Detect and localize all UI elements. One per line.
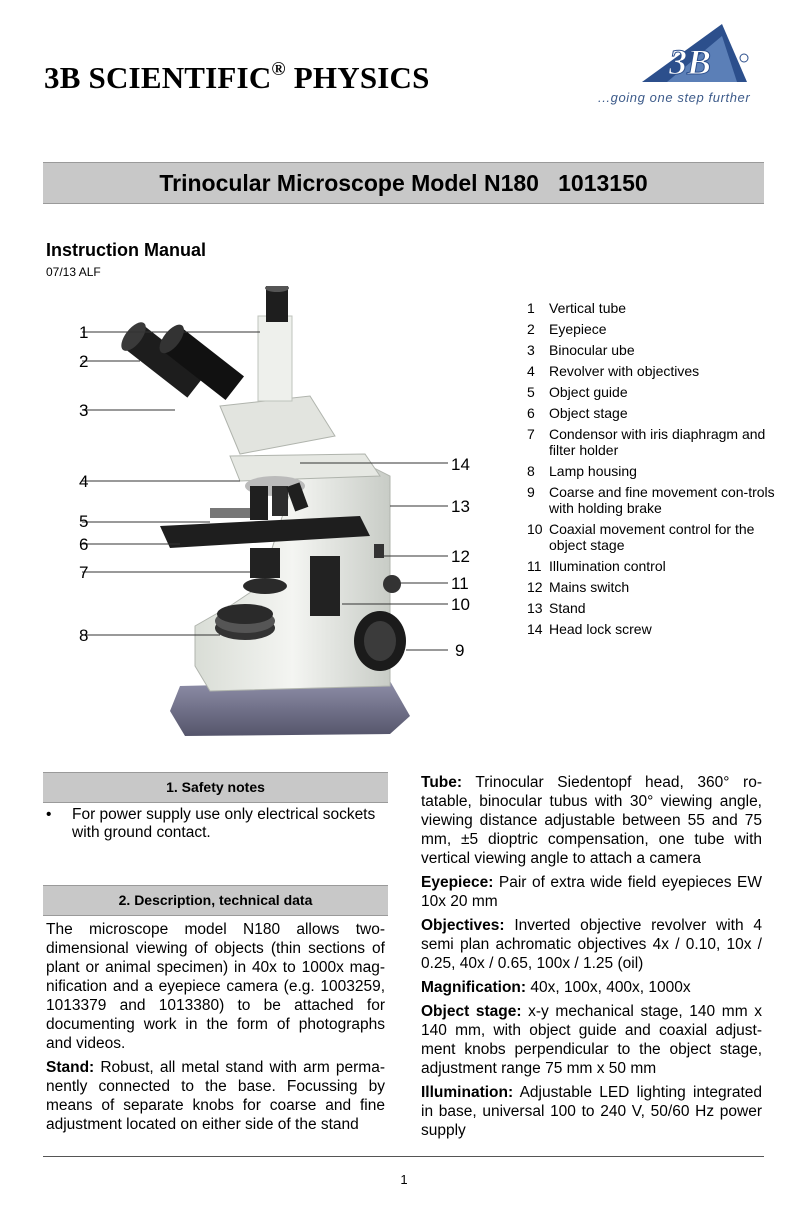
stage-paragraph [421,1002,762,1078]
description-section-header: 2. Description, technical data [43,885,388,916]
brand-title [44,60,430,96]
legend-text: Coaxial movement control for the object stage [549,521,755,553]
callout-4: 4 [79,472,89,491]
legend-text: Mains switch [549,579,630,595]
svg-text:3B: 3B [669,42,712,82]
legend-number: 11 [527,558,542,574]
magnification-label: Magnification: [421,979,527,996]
legend-item [527,405,777,421]
magnification-paragraph [421,978,762,997]
eyepiece-paragraph [421,873,762,911]
brand-suffix: PHYSICS [285,60,430,95]
legend-item [527,558,777,574]
legend-text: Illumination control [549,558,666,574]
tagline: ...going one step further [598,90,751,105]
manual-code: 07/13 ALF [46,265,101,279]
callout-10: 10 [451,595,470,614]
legend-text: Head lock screw [549,621,652,637]
tube-label: Tube: [421,774,463,791]
callout-1: 1 [79,323,89,342]
illumination-label: Illumination: [421,1084,514,1101]
description-left-column [46,920,385,1139]
legend-text: Object stage [549,405,628,421]
legend-text: Eyepiece [549,321,607,337]
stage-label: Object stage: [421,1003,522,1020]
legend-item [527,384,777,400]
callout-2: 2 [79,352,89,371]
legend-text: Revolver with objectives [549,363,700,379]
legend-number: 5 [527,384,535,400]
legend-item [527,579,777,595]
stand-text: Robust, all metal stand with arm perma-nently connected to the base. Focussing by means of separate knobs for coarse and fine adjustment located on either side of the stand [46,1059,385,1133]
legend-item [527,463,777,479]
safety-bullet-text: For power supply use only electrical sockets with ground contact. [72,806,376,841]
parts-legend [527,300,777,642]
callout-11: 11 [451,574,469,593]
legend-text: Object guide [549,384,628,400]
bullet-icon: • [46,806,52,823]
legend-item [527,521,777,553]
legend-number: 10 [527,521,543,537]
microscope-figure [60,286,480,748]
footer-divider [43,1156,764,1157]
callout-3: 3 [79,401,89,420]
legend-text: Stand [549,600,586,616]
callout-8: 8 [79,626,89,645]
legend-item [527,300,777,316]
callout-5: 5 [79,512,89,531]
eyepiece-text: Pair of extra wide field eyepieces EW 10x 20 mm [421,874,762,910]
legend-number: 14 [527,621,543,637]
stand-paragraph [46,1058,385,1134]
legend-item [527,342,777,358]
legend-item [527,484,777,516]
illumination-paragraph [421,1083,762,1140]
brand-name: 3B SCIENTIFIC [44,60,272,95]
tube-paragraph [421,773,762,868]
callout-13: 13 [451,497,470,516]
callout-14: 14 [451,455,470,474]
legend-text: Vertical tube [549,300,627,316]
legend-item [527,321,777,337]
stage-text: x-y mechanical stage, 140 mm x 140 mm, with object guide and coaxial adjust-ment knobs perpendicular to the object stage, adjustment range 75 mm x 50 mm [421,1003,762,1077]
safety-bullet [46,806,388,842]
legend-item [527,426,777,458]
safety-section-header: 1. Safety notes [43,772,388,803]
legend-item [527,600,777,616]
manual-heading: Instruction Manual [46,240,207,260]
document-title-bar [43,162,764,204]
legend-number: 2 [527,321,535,337]
legend-number: 1 [527,300,535,316]
callout-12: 12 [451,547,470,566]
legend-number: 4 [527,363,535,379]
callout-9: 9 [455,641,465,660]
legend-item [527,363,777,379]
registered-mark: ® [271,59,286,80]
illumination-text: Adjustable LED lighting integrated in base, universal 100 to 240 V, 50/60 Hz power supply [421,1084,762,1139]
legend-number: 12 [527,579,543,595]
legend-item [527,621,777,637]
legend-number: 8 [527,463,535,479]
stand-label: Stand: [46,1059,95,1076]
legend-number: 9 [527,484,535,500]
description-right-column [421,773,762,1145]
legend-number: 13 [527,600,543,616]
callout-6: 6 [79,535,89,554]
legend-text: Condensor with iris diaphragm and filter holder [549,426,766,458]
description-intro: The microscope model N180 allows two-dimensional viewing of objects (thin sections of plant or animal specimen) in 40x to 1000x mag-nification and a eyepiece camera (e.g. 1003259, 1013379 and 1013380) to be attached for documenting work in the form of photographs and videos. [46,921,385,1052]
legend-number: 6 [527,405,535,421]
objectives-paragraph [421,916,762,973]
objectives-label: Objectives: [421,917,505,934]
legend-text: Lamp housing [549,463,637,479]
document-title: Trinocular Microscope Model N180 1013150 [159,170,648,196]
legend-number: 7 [527,426,535,442]
legend-number: 3 [527,342,535,358]
objectives-text: Inverted objective revolver with 4 semi plan achromatic objectives 4x / 0.10, 10x / 0.25, 40x / 0.65, 100x / 1.25 (oil) [421,917,762,972]
eyepiece-label: Eyepiece: [421,874,494,891]
legend-text: Coarse and fine movement con-trols with holding brake [549,484,775,516]
page-number: 1 [400,1172,408,1187]
magnification-text: 40x, 100x, 400x, 1000x [526,979,691,996]
legend-text: Binocular ube [549,342,635,358]
tube-text: Trinocular Siedentopf head, 360° ro-tatable, binocular tubus with 30° viewing angle, viewing distance adjustable between 55 and 75 mm, ±5 dioptric compensation, one tube with vertical viewing angle to attach a camera [421,774,762,867]
callout-7: 7 [79,563,89,582]
